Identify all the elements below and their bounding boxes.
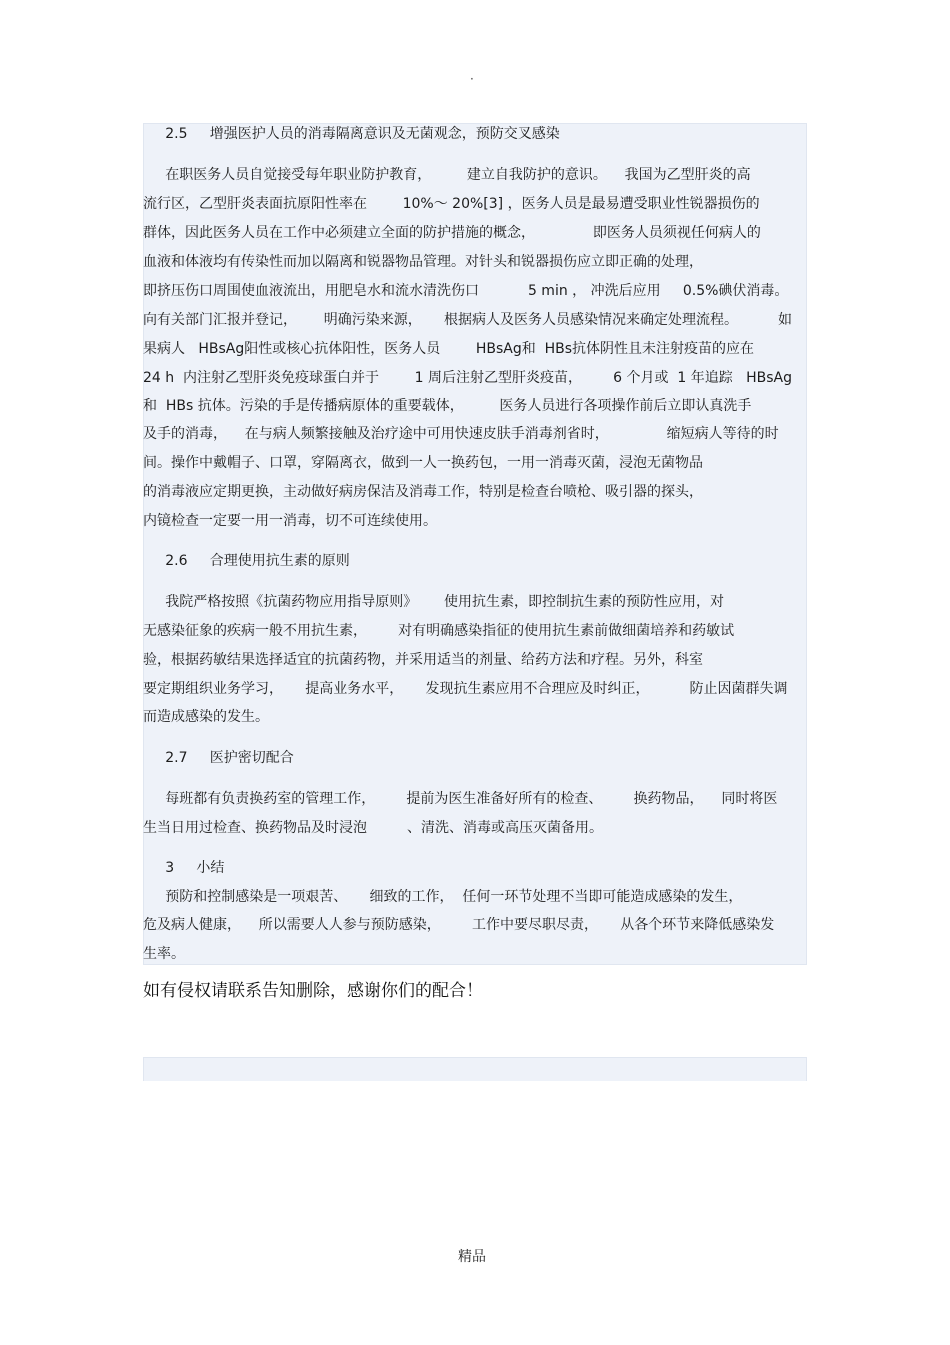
paragraph-line: 在职医务人员自觉接受每年职业防护教育， 建立自我防护的意识。 我国为乙型肝炎的高	[143, 167, 751, 183]
paragraph-line: 的消毒液应定期更换，主动做好病房保洁及消毒工作，特别是检查台喷枪、吸引器的探头，	[143, 484, 703, 500]
paragraph-line: 验，根据药敏结果选择适宜的抗菌药物，并采用适当的剂量、给药方法和疗程。另外，科室	[143, 652, 703, 668]
paragraph-line: 及手的消毒， 在与病人频繁接触及治疗途中可用快速皮肤手消毒剂省时， 缩短病人等待的时	[143, 426, 779, 442]
paragraph-line: 向有关部门汇报并登记， 明确污染来源， 根据病人及医务人员感染情况来确定处理流程。 如	[143, 312, 793, 328]
paragraph-line: 内镜检查一定要一用一消毒，切不可连续使用。	[143, 513, 437, 529]
text-background-panel	[143, 123, 807, 965]
paragraph-line: 24 h 内注射乙型肝炎免疫球蛋白并于 1 周后注射乙型肝炎疫苗， 6 个月或 1 年追踪 HBsAg	[143, 370, 793, 386]
paragraph-line: 我院严格按照《抗菌药物应用指导原则》 使用抗生素，即控制抗生素的预防性应用，对	[143, 594, 724, 610]
paragraph-line: 血液和体液均有传染性而加以隔离和锐器物品管理。对针头和锐器损伤应立即正确的处理，	[143, 254, 703, 270]
paragraph-line: 间。操作中戴帽子、口罩，穿隔离衣，做到一人一换药包，一用一消毒灭菌，浸泡无菌物品	[143, 455, 703, 471]
paragraph-line: 无感染征象的疾病一般不用抗生素， 对有明确感染指征的使用抗生素前做细菌培养和药敏试	[143, 623, 735, 639]
lower-background-panel	[143, 1057, 807, 1081]
section-3-heading: 3 小结	[143, 860, 225, 876]
paragraph-line: 果病人 HBsAg阳性或核心抗体阳性，医务人员 HBsAg和 HBs抗体阴性且未注射疫苗的应在	[143, 341, 755, 357]
paragraph-line: 危及病人健康， 所以需要人人参与预防感染， 工作中要尽职尽责， 从各个环节来降低感染发	[143, 917, 775, 933]
header-mark: ·	[470, 72, 474, 86]
page-footer: 精品	[458, 1249, 486, 1265]
paragraph-line: 流行区，乙型肝炎表面抗原阳性率在 10%～ 20%[3] ，医务人员是最易遭受职业性锐器损伤的	[143, 196, 760, 212]
paragraph-line: 预防和控制感染是一项艰苦、 细致的工作， 任何一环节处理不当即可能造成感染的发生，	[143, 889, 743, 905]
paragraph-line: 群体，因此医务人员在工作中必须建立全面的防护措施的概念， 即医务人员须视任何病人的	[143, 225, 761, 241]
paragraph-line: 生当日用过检查、换药物品及时浸泡 、清洗、消毒或高压灭菌备用。	[143, 820, 604, 836]
paragraph-line: 每班都有负责换药室的管理工作， 提前为医生准备好所有的检查、 换药物品， 同时将医	[143, 791, 778, 807]
copyright-notice: 如有侵权请联系告知删除，感谢你们的配合！	[143, 981, 483, 1001]
paragraph-line: 即挤压伤口周围使血液流出，用肥皂水和流水清洗伤口 5 min ， 冲洗后应用 0.5%碘伏消毒。	[143, 283, 789, 299]
section-2-5-heading: 2.5 增强医护人员的消毒隔离意识及无菌观念，预防交叉感染	[143, 126, 560, 142]
paragraph-line: 生率。	[143, 946, 185, 962]
paragraph-line: 要定期组织业务学习， 提高业务水平， 发现抗生素应用不合理应及时纠正， 防止因菌群失调	[143, 681, 788, 697]
section-2-6-heading: 2.6 合理使用抗生素的原则	[143, 553, 350, 569]
paragraph-line: 和 HBs 抗体。污染的手是传播病原体的重要载体， 医务人员进行各项操作前后立即认真洗手	[143, 398, 752, 414]
paragraph-line: 而造成感染的发生。	[143, 709, 269, 725]
section-2-7-heading: 2.7 医护密切配合	[143, 750, 294, 766]
